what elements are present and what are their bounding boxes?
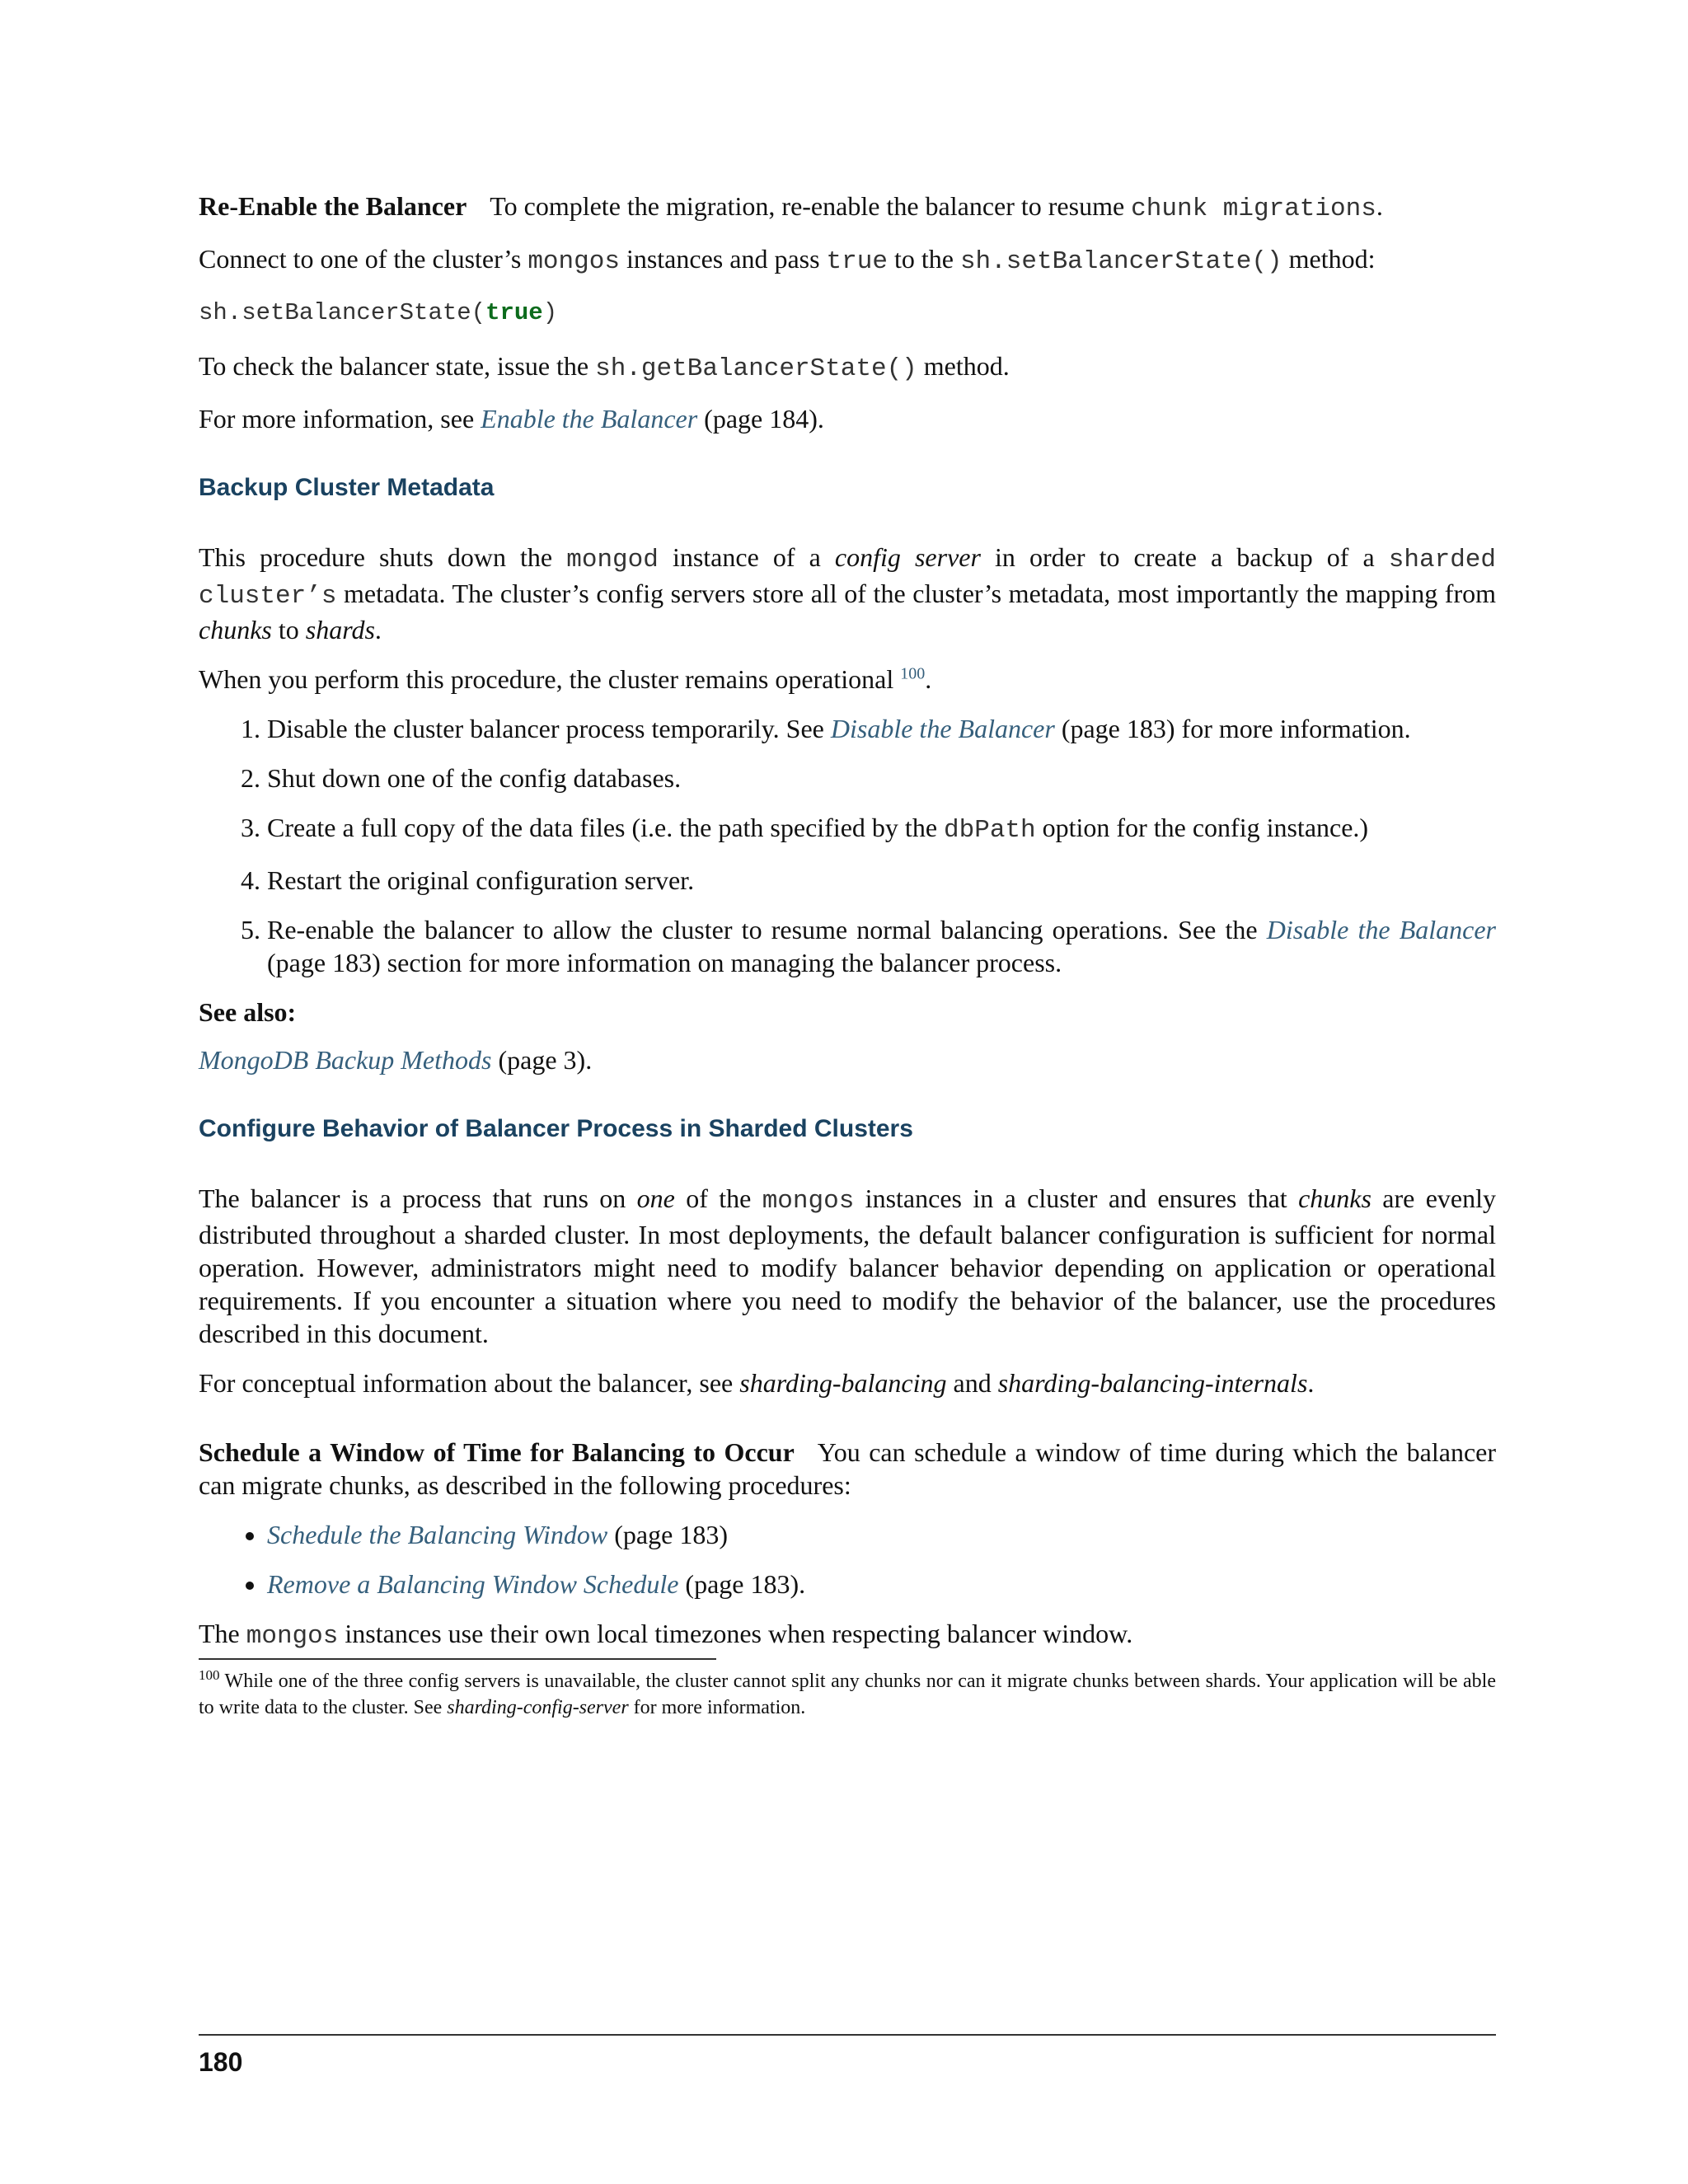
configure-balancer-heading: Configure Behavior of Balancer Process in Sharded Clusters [199, 1115, 913, 1142]
disable-balancer-link[interactable]: Disable the Balancer [830, 714, 1055, 743]
reenable-paragraph: Re-Enable the Balancer To complete the migration, re-enable the balancer to resume chunk migrations. [199, 191, 1383, 223]
code-block: sh.setBalancerState(true) [199, 299, 558, 326]
remove-window-link[interactable]: Remove a Balancing Window Schedule [267, 1569, 679, 1599]
disable-balancer-link[interactable]: Disable the Balancer [1266, 915, 1497, 944]
see-also-paragraph: MongoDB Backup Methods (page 3). [199, 1045, 593, 1075]
list-item: 3. Create a full copy of the data files (i.e. the path specified by the dbPath option for the config instance.) [267, 811, 1496, 847]
footnote-number: 100 [199, 1667, 220, 1683]
reenable-runin-heading: Re-Enable the Balancer [199, 191, 467, 221]
schedule-runin-heading: Schedule a Window of Time for Balancing to Occur [199, 1437, 795, 1467]
conceptual-paragraph: For conceptual information about the balancer, see sharding-balancing and sharding-balancing-internals. [199, 1368, 1315, 1398]
list-item: • Remove a Balancing Window Schedule (page 183). [267, 1568, 1496, 1601]
more-info-paragraph: For more information, see Enable the Balancer (page 184). [199, 404, 824, 434]
connect-paragraph: Connect to one of the cluster’s mongos instances and pass true to the sh.setBalancerState() method: [199, 244, 1376, 276]
schedule-paragraph: Schedule a Window of Time for Balancing to Occur You can schedule a window of time during which the balancer can migrate chunks, as described in the following procedures: [199, 1437, 1497, 1500]
page-number: 180 [199, 2047, 243, 2077]
see-also-label: See also: [199, 997, 297, 1027]
list-item: 1. Disable the cluster balancer process temporarily. See Disable the Balancer (page 183) for more information. [267, 712, 1496, 745]
page-footer [199, 2034, 1496, 2078]
balancer-intro-paragraph: The balancer is a process that runs on one of the mongos instances in a cluster and ensures that chunks are evenly distributed throughout a sharded cluster. In most deployments, the default balancer configuration is sufficient for normal operation. However, administrators might need to modify balancer behavior depending on application or operational requirements. If you encounter a situation where you need to modify the behavior of the balancer, use the procedures described in this document. [199, 1183, 1497, 1348]
enable-balancer-link[interactable]: Enable the Balancer [481, 404, 698, 434]
footnote-ref[interactable]: 100 [900, 664, 926, 683]
schedule-window-link[interactable]: Schedule the Balancing Window [267, 1520, 608, 1549]
backup-heading: Backup Cluster Metadata [199, 474, 495, 501]
operational-paragraph: When you perform this procedure, the cluster remains operational $^{100}$. [199, 664, 932, 694]
backup-methods-link[interactable]: MongoDB Backup Methods [199, 1045, 492, 1075]
page-content [199, 190, 1496, 1721]
footnote: $^{100}$ While one of the three config servers is unavailable, the cluster cannot split any chunks nor can it migrate chunks between shards. Your application will be able to write data to the cluster. See sharding-config-server for more information. [199, 1667, 1496, 1718]
footnote-divider [199, 1658, 716, 1660]
check-state-paragraph: To check the balancer state, issue the sh.getBalancerState() method. [199, 351, 1010, 383]
list-item: 5. Re-enable the balancer to allow the cluster to resume normal balancing operations. See the Disable the Balancer (page 183) section for more information on managing the balancer process. [267, 913, 1496, 979]
list-item: 4. Restart the original configuration server. [267, 864, 1496, 897]
schedule-bullets [199, 1518, 1496, 1601]
list-item: • Schedule the Balancing Window (page 183) [267, 1518, 1496, 1551]
timezone-paragraph: The mongos instances use their own local timezones when respecting balancer window. [199, 1619, 1133, 1651]
list-item: 2. Shut down one of the config databases. [267, 762, 1496, 794]
backup-intro-paragraph: This procedure shuts down the mongod instance of a config server in order to create a backup of a sharded cluster’s metadata. The cluster’s config servers store all of the cluster’s metadata, most importantly the mapping from chunks to shards. [199, 542, 1497, 644]
backup-steps-list [199, 712, 1496, 979]
